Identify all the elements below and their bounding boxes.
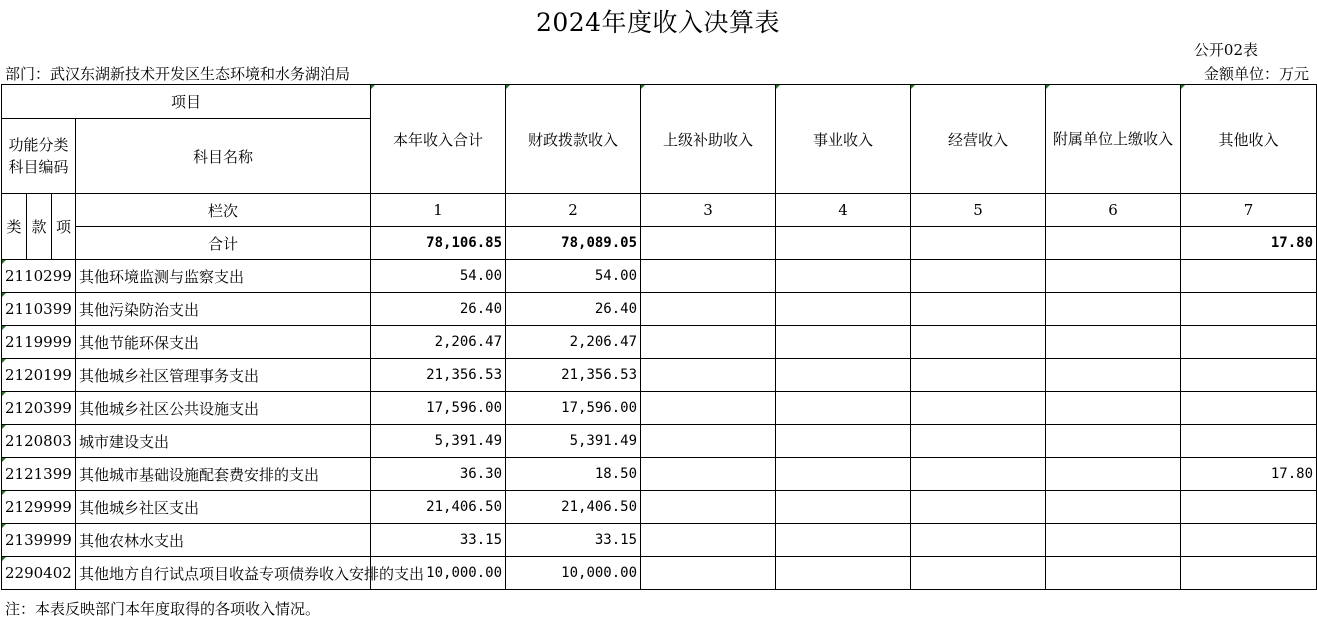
amount-cell <box>911 557 1046 590</box>
amount-cell <box>776 326 911 359</box>
amount-cell <box>641 293 776 326</box>
amount-cell <box>776 392 911 425</box>
amount-cell: 17,596.00 <box>371 392 506 425</box>
amount-cell <box>1046 491 1181 524</box>
col-header-operating: 经营收入 <box>911 85 1046 194</box>
subject-name-cell: 其他污染防治支出 <box>76 293 371 326</box>
item-header: 项目 <box>2 85 371 119</box>
amount-cell: 2,206.47 <box>371 326 506 359</box>
amount-cell <box>641 260 776 293</box>
amount-cell <box>911 359 1046 392</box>
amount-cell: 2,206.47 <box>506 326 641 359</box>
subject-name-cell: 其他城乡社区支出 <box>76 491 371 524</box>
col-header-total: 本年收入合计 <box>371 85 506 194</box>
amount-cell <box>911 392 1046 425</box>
amount-cell: 17.80 <box>1181 458 1317 491</box>
func-code-header: 功能分类科目编码 <box>2 119 76 194</box>
amount-cell <box>1046 425 1181 458</box>
col-number: 3 <box>641 194 776 227</box>
amount-cell <box>776 260 911 293</box>
total-cell <box>1046 227 1181 260</box>
table-row <box>2 491 1317 524</box>
amount-cell: 10,000.00 <box>506 557 641 590</box>
amount-cell <box>776 458 911 491</box>
col-number: 7 <box>1181 194 1317 227</box>
amount-cell <box>1046 392 1181 425</box>
amount-cell <box>1046 326 1181 359</box>
subject-code-cell: 2129999 <box>2 491 76 524</box>
total-cell <box>776 227 911 260</box>
xiang-header: 项 <box>52 194 76 260</box>
col-header-superior-subsidy: 上级补助收入 <box>641 85 776 194</box>
amount-cell <box>911 293 1046 326</box>
amount-cell: 33.15 <box>371 524 506 557</box>
amount-cell <box>776 491 911 524</box>
amount-cell <box>1046 458 1181 491</box>
table-row <box>2 260 1317 293</box>
subject-code-cell: 2120399 <box>2 392 76 425</box>
amount-cell <box>641 359 776 392</box>
table-row <box>2 425 1317 458</box>
amount-cell <box>1046 557 1181 590</box>
amount-cell <box>911 425 1046 458</box>
subject-name-cell: 其他环境监测与监察支出 <box>76 260 371 293</box>
amount-cell <box>911 458 1046 491</box>
amount-cell: 26.40 <box>506 293 641 326</box>
amount-cell <box>1046 260 1181 293</box>
col-header-fiscal: 财政拨款收入 <box>506 85 641 194</box>
amount-cell <box>1046 524 1181 557</box>
lanci-label: 栏次 <box>76 194 371 227</box>
amount-cell <box>641 491 776 524</box>
amount-cell <box>641 557 776 590</box>
table-row <box>2 293 1317 326</box>
kuan-header: 款 <box>27 194 52 260</box>
subject-code-cell: 2139999 <box>2 524 76 557</box>
total-cell: 78,106.85 <box>371 227 506 260</box>
amount-cell <box>1181 557 1317 590</box>
footnote: 注：本表反映部门本年度取得的各项收入情况。 <box>5 600 321 618</box>
form-number: 公开02表 <box>1193 41 1258 59</box>
amount-cell <box>1181 524 1317 557</box>
subject-code-cell: 2110299 <box>2 260 76 293</box>
table-row <box>2 524 1317 557</box>
amount-cell: 54.00 <box>506 260 641 293</box>
subject-code-cell: 2110399 <box>2 293 76 326</box>
amount-cell: 21,356.53 <box>506 359 641 392</box>
amount-cell <box>641 458 776 491</box>
amount-cell <box>641 524 776 557</box>
amount-cell <box>641 392 776 425</box>
amount-cell <box>1181 392 1317 425</box>
amount-cell <box>1046 359 1181 392</box>
amount-cell <box>911 491 1046 524</box>
amount-cell: 10,000.00 <box>371 557 506 590</box>
col-header-affiliated: 附属单位上缴收入 <box>1046 85 1181 194</box>
table-row <box>2 326 1317 359</box>
amount-unit-label: 金额单位：万元 <box>1203 65 1309 83</box>
department-label: 部门：武汉东湖新技术开发区生态环境和水务湖泊局 <box>5 65 351 83</box>
total-cell <box>641 227 776 260</box>
col-number: 1 <box>371 194 506 227</box>
report-title: 2024年度收入决算表 <box>535 8 781 37</box>
col-number: 2 <box>506 194 641 227</box>
amount-cell <box>911 260 1046 293</box>
table-row <box>2 359 1317 392</box>
amount-cell <box>776 425 911 458</box>
total-cell: 17.80 <box>1181 227 1317 260</box>
amount-cell: 18.50 <box>506 458 641 491</box>
amount-cell: 21,406.50 <box>506 491 641 524</box>
subject-name-cell: 其他农林水支出 <box>76 524 371 557</box>
amount-cell <box>1181 293 1317 326</box>
amount-cell: 36.30 <box>371 458 506 491</box>
table-row <box>2 392 1317 425</box>
col-number: 6 <box>1046 194 1181 227</box>
total-cell <box>911 227 1046 260</box>
subject-code-cell: 2120803 <box>2 425 76 458</box>
subject-name-cell: 其他城市基础设施配套费安排的支出 <box>76 458 371 491</box>
subject-name-header: 科目名称 <box>76 119 371 194</box>
subject-name-cell: 城市建设支出 <box>76 425 371 458</box>
amount-cell <box>776 359 911 392</box>
amount-cell: 5,391.49 <box>506 425 641 458</box>
amount-cell <box>776 524 911 557</box>
table-row <box>2 458 1317 491</box>
subject-code-cell: 2120199 <box>2 359 76 392</box>
subject-name-cell: 其他节能环保支出 <box>76 326 371 359</box>
col-number: 5 <box>911 194 1046 227</box>
amount-cell: 21,356.53 <box>371 359 506 392</box>
amount-cell <box>641 326 776 359</box>
subject-code-cell: 2119999 <box>2 326 76 359</box>
total-cell: 78,089.05 <box>506 227 641 260</box>
amount-cell <box>911 524 1046 557</box>
table-row <box>2 557 1317 590</box>
amount-cell: 33.15 <box>506 524 641 557</box>
amount-cell <box>776 293 911 326</box>
col-header-other: 其他收入 <box>1181 85 1317 194</box>
amount-cell: 21,406.50 <box>371 491 506 524</box>
income-table <box>1 84 1317 590</box>
amount-cell <box>1181 491 1317 524</box>
amount-cell: 17,596.00 <box>506 392 641 425</box>
col-header-business: 事业收入 <box>776 85 911 194</box>
total-label: 合计 <box>76 227 371 260</box>
amount-cell: 26.40 <box>371 293 506 326</box>
lei-header: 类 <box>2 194 27 260</box>
subject-code-cell: 2290402 <box>2 557 76 590</box>
subject-name-cell: 其他城乡社区公共设施支出 <box>76 392 371 425</box>
subject-name-cell: 其他城乡社区管理事务支出 <box>76 359 371 392</box>
amount-cell: 54.00 <box>371 260 506 293</box>
amount-cell <box>776 557 911 590</box>
amount-cell <box>1181 260 1317 293</box>
subject-code-cell: 2121399 <box>2 458 76 491</box>
subject-name-cell: 其他地方自行试点项目收益专项债券收入安排的支出 <box>76 557 371 590</box>
amount-cell <box>1046 293 1181 326</box>
amount-cell: 5,391.49 <box>371 425 506 458</box>
amount-cell <box>1181 326 1317 359</box>
col-number: 4 <box>776 194 911 227</box>
amount-cell <box>911 326 1046 359</box>
amount-cell <box>1181 359 1317 392</box>
amount-cell <box>641 425 776 458</box>
amount-cell <box>1181 425 1317 458</box>
